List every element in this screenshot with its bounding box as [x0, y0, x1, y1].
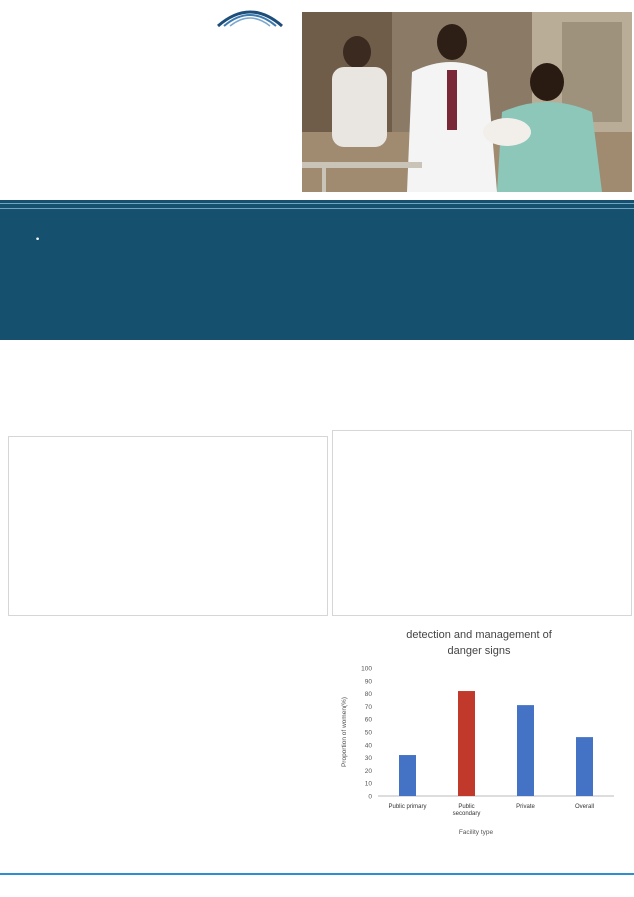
x-axis-label: Facility type — [458, 829, 494, 836]
x-tick-label: Private — [516, 804, 535, 810]
y-tick-label: 20 — [364, 767, 372, 775]
y-axis-label: Proportion of women(%) — [341, 696, 348, 768]
competent-systems-block — [32, 618, 312, 630]
lab-tests-chart — [332, 430, 632, 621]
x-tick-label: secondary — [452, 811, 481, 817]
y-tick-label: 10 — [364, 780, 372, 788]
y-tick-label: 90 — [364, 678, 372, 686]
y-tick-label: 70 — [364, 703, 372, 711]
bar — [458, 691, 475, 796]
y-tick-label: 100 — [361, 665, 372, 673]
bottom-rule — [0, 873, 634, 875]
hero-photo — [302, 12, 632, 192]
y-tick-label: 80 — [364, 691, 372, 699]
band-rule-top — [0, 203, 634, 204]
x-tick-label: Public primary — [388, 804, 427, 810]
y-tick-label: 50 — [364, 729, 372, 737]
bar — [576, 737, 593, 796]
danger-signs-chart — [334, 622, 624, 852]
y-tick-label: 0 — [368, 793, 372, 801]
heru-logo — [214, 6, 286, 42]
chart-title: danger signs — [447, 645, 511, 657]
y-tick-label: 40 — [364, 742, 372, 750]
band-rule-top-2 — [0, 208, 634, 209]
bar — [517, 705, 534, 796]
vital-signs-chart — [8, 436, 328, 621]
logo-arc-icon — [214, 6, 286, 28]
y-tick-label: 60 — [364, 716, 372, 724]
chart-title: detection and management of — [406, 629, 552, 641]
x-tick-label: Public — [458, 804, 475, 810]
x-tick-label: Overall — [574, 804, 595, 810]
bar — [399, 755, 416, 796]
y-tick-label: 30 — [364, 755, 372, 763]
background-section — [0, 200, 634, 340]
